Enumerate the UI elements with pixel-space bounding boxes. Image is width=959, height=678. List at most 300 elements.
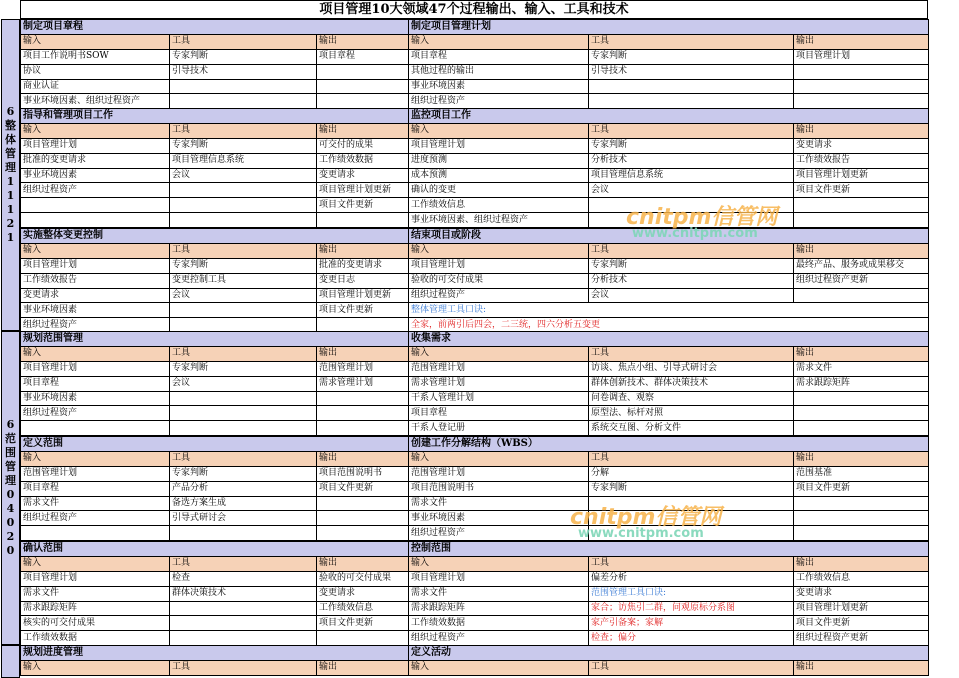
mnemonic-note: 全家，前两引后四会，二三统，四六分析五变更 (409, 318, 929, 333)
output-cell: 项目管理计划更新 (794, 168, 929, 183)
input-cell: 干系人登记册 (409, 421, 589, 436)
input-cell: 核实的可交付成果 (21, 616, 170, 631)
tool-cell (589, 94, 794, 109)
side-label-char: 整 (5, 119, 16, 132)
input-cell: 事业环境因素 (21, 168, 170, 183)
output-cell (317, 496, 409, 511)
column-header-output: 输出 (317, 451, 409, 466)
process-table (20, 19, 409, 109)
output-cell: 变更请求 (794, 138, 929, 153)
input-cell: 工作绩效数据 (21, 631, 170, 646)
output-cell (317, 213, 409, 228)
output-cell (794, 421, 929, 436)
input-cell: 组织过程资产 (21, 406, 170, 421)
table-row (409, 288, 929, 303)
table-row (21, 49, 409, 64)
tool-cell: 项目管理信息系统 (589, 168, 794, 183)
output-cell (794, 94, 929, 109)
input-cell: 组织过程资产 (21, 318, 170, 333)
tool-cell: 项目管理信息系统 (170, 153, 317, 168)
tool-cell: 专家判断 (589, 481, 794, 496)
sheet-title: 项目管理10大领域47个过程输出、输入、工具和技术 (20, 0, 928, 19)
side-label-char: 0 (6, 544, 15, 557)
process-table (20, 108, 409, 228)
tool-cell: 会议 (170, 168, 317, 183)
column-header-output: 输出 (794, 243, 929, 258)
table-row (21, 496, 409, 511)
table-row (409, 64, 929, 79)
output-cell (317, 391, 409, 406)
side-label-char: 0 (6, 516, 15, 529)
output-cell: 项目范围说明书 (317, 466, 409, 481)
input-cell: 项目管理计划 (409, 138, 589, 153)
output-cell (794, 79, 929, 94)
tool-cell: 专家判断 (170, 361, 317, 376)
tool-cell (170, 303, 317, 318)
tool-cell: 专家判断 (170, 258, 317, 273)
process-table (20, 541, 409, 646)
side-label-char: 2 (6, 530, 15, 543)
tool-cell (170, 421, 317, 436)
input-cell: 范围管理计划 (21, 466, 170, 481)
output-cell (794, 391, 929, 406)
knowledge-area-label-integration (1, 19, 20, 331)
side-label-char: 1 (6, 231, 15, 244)
tool-cell (170, 391, 317, 406)
input-cell: 工作绩效报告 (21, 273, 170, 288)
table-row (409, 258, 929, 273)
output-cell (317, 631, 409, 646)
output-cell: 工作绩效信息 (317, 601, 409, 616)
table-row (21, 288, 409, 303)
column-header-output: 输出 (317, 556, 409, 571)
tool-cell: 检查；偏分 (589, 631, 794, 646)
input-cell: 项目章程 (409, 49, 589, 64)
output-cell: 项目文件更新 (794, 616, 929, 631)
process-name: 监控项目工作 (409, 109, 929, 124)
table-row (21, 616, 409, 631)
process-name: 收集需求 (409, 332, 929, 347)
column-header-output: 输出 (794, 123, 929, 138)
output-cell (317, 94, 409, 109)
output-cell: 组织过程资产更新 (794, 631, 929, 646)
table-row (21, 526, 409, 541)
process-table (20, 645, 409, 676)
output-cell (317, 511, 409, 526)
column-header-input: 输入 (21, 660, 170, 675)
table-row (21, 198, 409, 213)
output-cell: 变更日志 (317, 273, 409, 288)
output-cell (317, 64, 409, 79)
table-row (21, 421, 409, 436)
table-row (21, 631, 409, 646)
column-header-input: 输入 (21, 451, 170, 466)
side-label-char: 1 (6, 175, 15, 188)
table-row (21, 213, 409, 228)
side-label-char: 0 (6, 488, 15, 501)
table-row (21, 511, 409, 526)
table-row (21, 586, 409, 601)
output-cell (794, 526, 929, 541)
input-cell: 确认的变更 (409, 183, 589, 198)
input-cell: 事业环境因素 (21, 303, 170, 318)
output-cell (794, 64, 929, 79)
input-cell (21, 526, 170, 541)
output-cell: 项目文件更新 (317, 616, 409, 631)
input-cell: 验收的可交付成果 (409, 273, 589, 288)
input-cell: 组织过程资产 (409, 94, 589, 109)
output-cell (794, 213, 929, 228)
output-cell (317, 421, 409, 436)
column-header-tool: 工具 (589, 556, 794, 571)
column-header-output: 输出 (317, 660, 409, 675)
tool-cell: 专家判断 (589, 258, 794, 273)
process-name: 结束项目或阶段 (409, 229, 929, 244)
input-cell: 项目范围说明书 (409, 481, 589, 496)
input-cell: 事业环境因素 (409, 79, 589, 94)
table-row (21, 183, 409, 198)
table-row (409, 153, 929, 168)
output-cell (794, 496, 929, 511)
input-cell: 项目管理计划 (21, 361, 170, 376)
column-header-tool: 工具 (589, 243, 794, 258)
input-cell: 事业环境因素、组织过程资产 (409, 213, 589, 228)
input-cell: 工作绩效信息 (409, 198, 589, 213)
input-cell: 事业环境因素 (21, 391, 170, 406)
column-header-output: 输出 (317, 243, 409, 258)
column-header-tool: 工具 (170, 243, 317, 258)
input-cell (21, 198, 170, 213)
table-row (409, 49, 929, 64)
tool-cell: 检查 (170, 571, 317, 586)
column-header-input: 输入 (21, 34, 170, 49)
tool-cell: 家产引备案；家解 (589, 616, 794, 631)
output-cell: 项目管理计划更新 (794, 601, 929, 616)
table-row (409, 79, 929, 94)
column-header-input: 输入 (409, 243, 589, 258)
side-label-char: 1 (6, 189, 15, 202)
process-name: 定义范围 (21, 437, 409, 452)
table-row (409, 571, 929, 586)
input-cell: 事业环境因素、组织过程资产 (21, 94, 170, 109)
table-row (409, 586, 929, 601)
process-table (408, 19, 929, 109)
column-header-tool: 工具 (589, 123, 794, 138)
input-cell: 组织过程资产 (21, 183, 170, 198)
table-row (21, 571, 409, 586)
input-cell: 需求文件 (409, 496, 589, 511)
output-cell: 范围管理计划 (317, 361, 409, 376)
column-header-tool: 工具 (170, 660, 317, 675)
column-header-output: 输出 (317, 123, 409, 138)
input-cell: 项目管理计划 (409, 258, 589, 273)
output-cell: 项目章程 (317, 49, 409, 64)
column-header-tool: 工具 (589, 34, 794, 49)
process-table (408, 645, 929, 676)
tool-cell: 系统交互图、分析文件 (589, 421, 794, 436)
output-cell: 工作绩效信息 (794, 571, 929, 586)
input-cell: 需求管理计划 (409, 376, 589, 391)
table-row (21, 481, 409, 496)
process-table (20, 331, 409, 436)
table-row (21, 79, 409, 94)
output-cell: 变更请求 (794, 586, 929, 601)
column-header-input: 输入 (409, 660, 589, 675)
column-header-tool: 工具 (170, 346, 317, 361)
process-name: 创建工作分解结构（WBS） (409, 437, 929, 452)
output-cell: 项目文件更新 (317, 198, 409, 213)
column-header-input: 输入 (21, 556, 170, 571)
column-header-tool: 工具 (589, 451, 794, 466)
column-header-input: 输入 (409, 34, 589, 49)
input-cell: 进度预测 (409, 153, 589, 168)
input-cell: 项目工作说明书SOW (21, 49, 170, 64)
tool-cell (170, 631, 317, 646)
input-cell: 需求文件 (409, 586, 589, 601)
input-cell: 协议 (21, 64, 170, 79)
tool-cell: 会议 (589, 183, 794, 198)
output-cell: 项目文件更新 (794, 183, 929, 198)
side-label-char: 6 (6, 418, 15, 431)
process-table (20, 436, 409, 541)
column-header-output: 输出 (317, 34, 409, 49)
tool-cell: 专家判断 (589, 49, 794, 64)
column-header-input: 输入 (409, 556, 589, 571)
process-table (20, 228, 409, 333)
input-cell: 其他过程的输出 (409, 64, 589, 79)
process-name: 实施整体变更控制 (21, 229, 409, 244)
table-row (409, 183, 929, 198)
table-row (409, 138, 929, 153)
input-cell: 项目管理计划 (21, 571, 170, 586)
tool-cell: 会议 (589, 288, 794, 303)
tool-cell (170, 213, 317, 228)
tool-cell: 群体创新技术、群体决策技术 (589, 376, 794, 391)
table-row (409, 631, 929, 646)
watermark-url: www.cnitpm.com (632, 226, 758, 241)
input-cell: 需求跟踪矩阵 (21, 601, 170, 616)
tool-cell: 专家判断 (170, 138, 317, 153)
side-label-char: 4 (6, 502, 15, 515)
output-cell: 需求管理计划 (317, 376, 409, 391)
table-row (409, 376, 929, 391)
output-cell (794, 511, 929, 526)
input-cell: 需求文件 (21, 496, 170, 511)
tool-cell: 备选方案生成 (170, 496, 317, 511)
tool-cell: 专家判断 (170, 49, 317, 64)
table-row (21, 391, 409, 406)
output-cell: 变更请求 (317, 586, 409, 601)
tool-cell (170, 94, 317, 109)
tool-cell: 偏差分析 (589, 571, 794, 586)
table-row (409, 94, 929, 109)
input-cell: 需求跟踪矩阵 (409, 601, 589, 616)
tool-cell: 分析技术 (589, 153, 794, 168)
tool-cell: 家合；访焦引二群，问观原标分系图 (589, 601, 794, 616)
tool-cell: 分析技术 (589, 273, 794, 288)
table-row (409, 273, 929, 288)
side-label-char: 管 (5, 460, 16, 473)
table-row (409, 601, 929, 616)
output-cell (317, 406, 409, 421)
table-row (409, 391, 929, 406)
table-row (409, 303, 929, 318)
output-cell: 可交付的成果 (317, 138, 409, 153)
input-cell: 项目管理计划 (21, 138, 170, 153)
process-name: 制定项目管理计划 (409, 20, 929, 35)
watermark-brand: cnitpm信管网 (570, 505, 722, 530)
knowledge-area-label-scope (1, 331, 20, 645)
side-label-char: 6 (6, 105, 15, 118)
table-row (21, 168, 409, 183)
table-row (409, 481, 929, 496)
tool-cell: 引导技术 (589, 64, 794, 79)
process-name: 制定项目章程 (21, 20, 409, 35)
input-cell (21, 213, 170, 228)
output-cell: 需求文件 (794, 361, 929, 376)
input-cell: 项目章程 (409, 406, 589, 421)
column-header-tool: 工具 (170, 123, 317, 138)
output-cell (794, 288, 929, 303)
tool-cell (170, 526, 317, 541)
process-name: 控制范围 (409, 542, 929, 557)
table-row (409, 361, 929, 376)
input-cell: 项目章程 (21, 376, 170, 391)
tool-cell (170, 406, 317, 421)
input-cell: 商业认证 (21, 79, 170, 94)
process-table (408, 228, 929, 333)
side-label-char: 范 (5, 432, 16, 445)
tool-cell (170, 198, 317, 213)
output-cell: 组织过程资产更新 (794, 273, 929, 288)
tool-cell: 分解 (589, 466, 794, 481)
column-header-input: 输入 (21, 243, 170, 258)
table-row (21, 138, 409, 153)
tool-cell (170, 616, 317, 631)
input-cell: 项目管理计划 (21, 258, 170, 273)
tool-cell: 会议 (170, 376, 317, 391)
output-cell (317, 79, 409, 94)
column-header-output: 输出 (794, 556, 929, 571)
tool-cell: 范围管理工具口诀: (589, 586, 794, 601)
table-row (21, 406, 409, 421)
input-cell: 需求文件 (21, 586, 170, 601)
side-label-char: 2 (6, 217, 15, 230)
input-cell: 干系人管理计划 (409, 391, 589, 406)
input-cell: 组织过程资产 (409, 631, 589, 646)
column-header-input: 输入 (409, 451, 589, 466)
column-header-tool: 工具 (589, 660, 794, 675)
table-row (21, 94, 409, 109)
input-cell (21, 421, 170, 436)
output-cell: 变更请求 (317, 168, 409, 183)
input-cell: 范围管理计划 (409, 466, 589, 481)
tool-cell: 问卷调查、观察 (589, 391, 794, 406)
output-cell: 项目文件更新 (794, 481, 929, 496)
input-cell: 批准的变更请求 (21, 153, 170, 168)
output-cell (794, 198, 929, 213)
tool-cell (170, 79, 317, 94)
table-row (21, 601, 409, 616)
output-cell: 批准的变更请求 (317, 258, 409, 273)
column-header-output: 输出 (794, 660, 929, 675)
output-cell: 项目文件更新 (317, 303, 409, 318)
column-header-tool: 工具 (170, 556, 317, 571)
tool-cell (589, 79, 794, 94)
table-row (409, 466, 929, 481)
table-row (21, 273, 409, 288)
column-header-tool: 工具 (589, 346, 794, 361)
column-header-output: 输出 (794, 34, 929, 49)
tool-cell: 专家判断 (589, 138, 794, 153)
process-name: 确认范围 (21, 542, 409, 557)
tool-cell: 访谈、焦点小组、引导式研讨会 (589, 361, 794, 376)
output-cell: 项目管理计划 (794, 49, 929, 64)
table-row (21, 361, 409, 376)
table-row (21, 376, 409, 391)
tool-cell: 会议 (170, 288, 317, 303)
input-cell: 工作绩效数据 (409, 616, 589, 631)
input-cell: 范围管理计划 (409, 361, 589, 376)
process-name: 规划进度管理 (21, 646, 409, 661)
output-cell: 项目文件更新 (317, 481, 409, 496)
table-row (21, 64, 409, 79)
input-cell: 组织过程资产 (409, 288, 589, 303)
input-cell: 变更请求 (21, 288, 170, 303)
table-row (21, 153, 409, 168)
tool-cell (170, 601, 317, 616)
output-cell: 验收的可交付成果 (317, 571, 409, 586)
input-cell: 成本预测 (409, 168, 589, 183)
table-row (409, 616, 929, 631)
table-row (409, 421, 929, 436)
input-cell: 组织过程资产 (21, 511, 170, 526)
table-row (409, 406, 929, 421)
watermark-url: www.cnitpm.com (578, 526, 704, 541)
process-table (408, 541, 929, 646)
column-header-input: 输入 (21, 346, 170, 361)
tool-cell: 引导式研讨会 (170, 511, 317, 526)
side-label-char: 围 (5, 446, 16, 459)
column-header-input: 输入 (409, 346, 589, 361)
tool-cell: 群体决策技术 (170, 586, 317, 601)
side-label-char: 管 (5, 147, 16, 160)
side-label-char: 理 (5, 474, 16, 487)
process-table (408, 331, 929, 436)
output-cell: 工作绩效数据 (317, 153, 409, 168)
mnemonic-note: 整体管理工具口诀: (409, 303, 929, 318)
column-header-output: 输出 (317, 346, 409, 361)
tool-cell (170, 183, 317, 198)
side-label-char: 体 (5, 133, 16, 146)
tool-cell: 引导技术 (170, 64, 317, 79)
process-name: 规划范围管理 (21, 332, 409, 347)
input-cell: 事业环境因素 (409, 511, 589, 526)
output-cell: 项目管理计划更新 (317, 288, 409, 303)
output-cell: 项目管理计划更新 (317, 183, 409, 198)
output-cell (794, 406, 929, 421)
process-name: 指导和管理项目工作 (21, 109, 409, 124)
table-row (21, 258, 409, 273)
output-cell: 范围基准 (794, 466, 929, 481)
knowledge-area-label-schedule (1, 645, 20, 678)
column-header-output: 输出 (794, 451, 929, 466)
tool-cell: 变更控制工具 (170, 273, 317, 288)
tool-cell: 原型法、标杆对照 (589, 406, 794, 421)
input-cell: 项目管理计划 (409, 571, 589, 586)
side-label-char: 理 (5, 161, 16, 174)
table-row (409, 168, 929, 183)
